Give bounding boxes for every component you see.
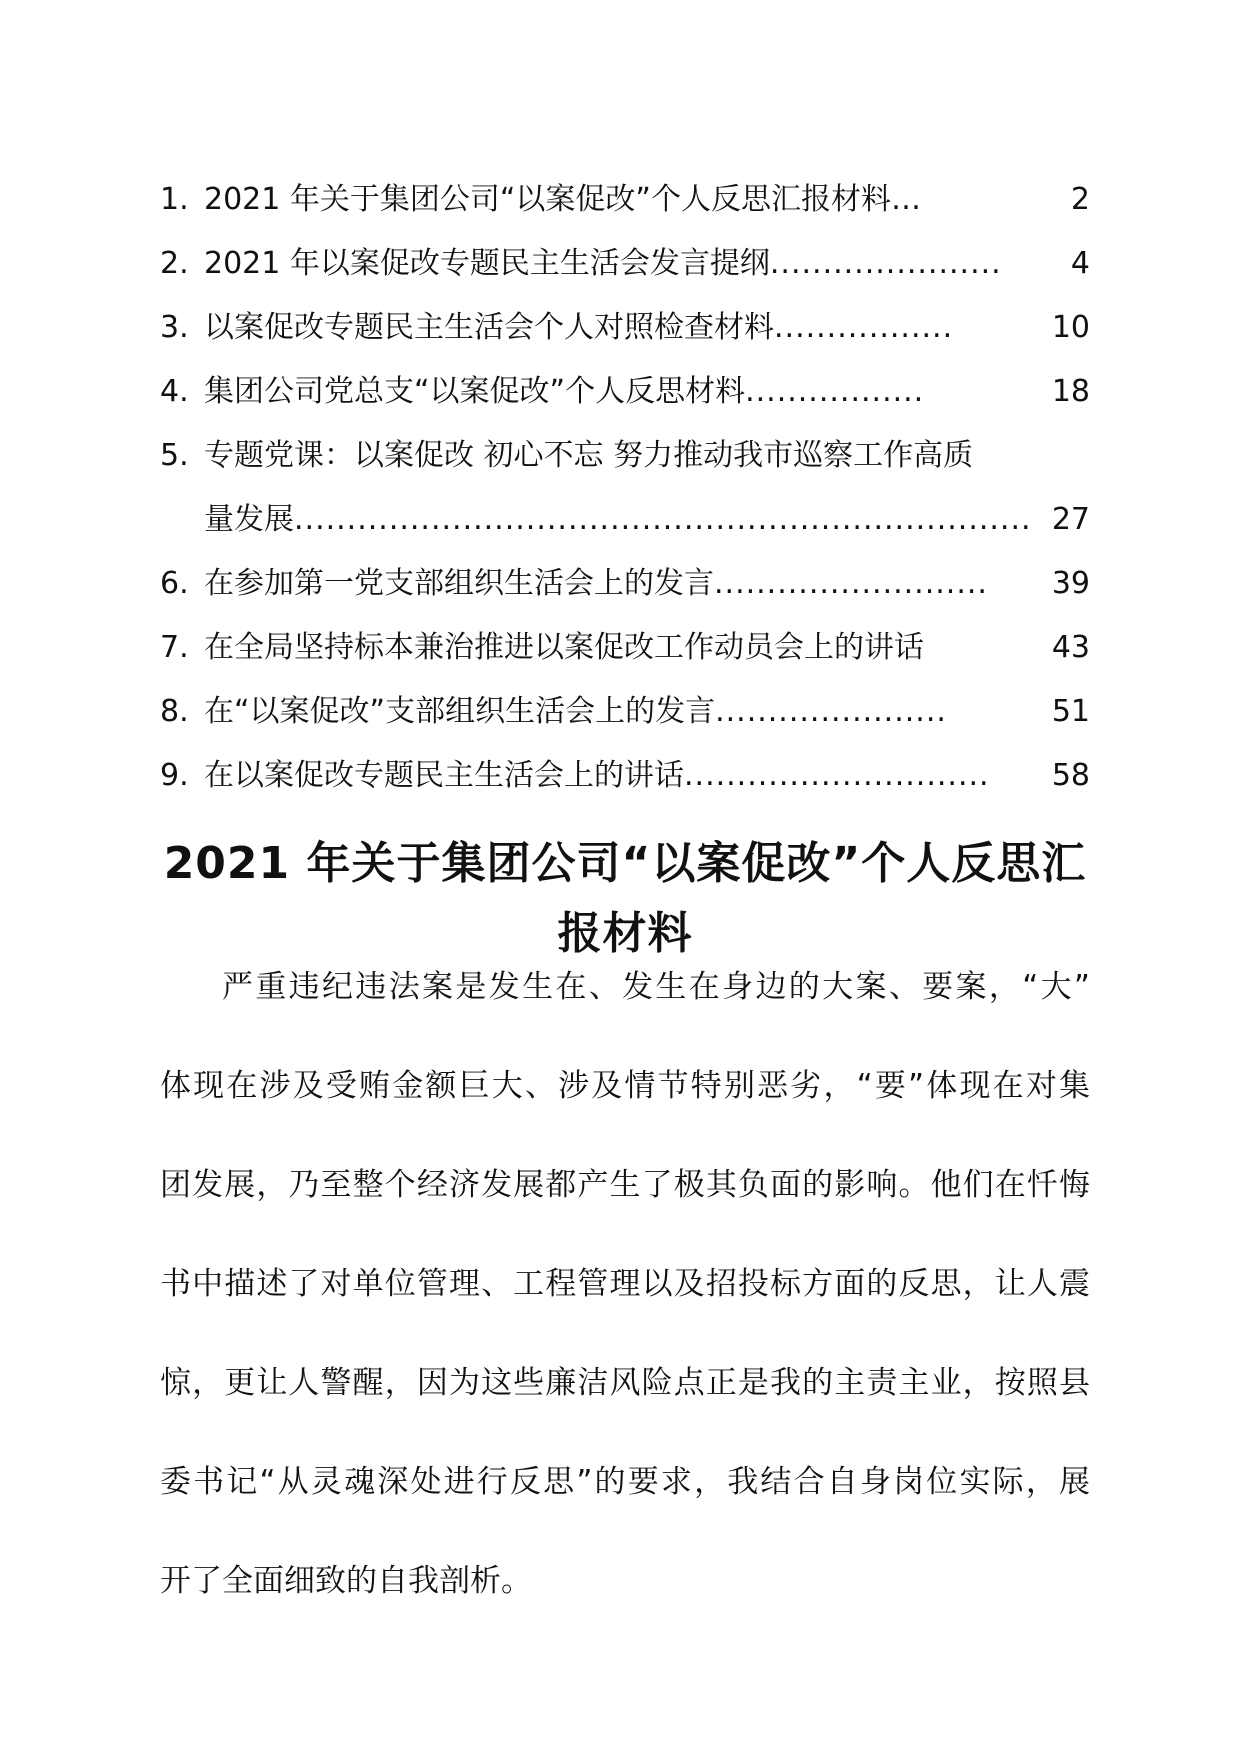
toc-item-page: 58 — [1051, 758, 1090, 793]
toc-item-title: 2021 年关于集团公司“以案促改”个人反思汇报材料 — [204, 182, 891, 217]
toc-item[interactable] — [160, 680, 1090, 744]
toc-item-title: 2021 年以案促改专题民主生活会发言提纲 — [204, 246, 770, 281]
toc-item-title: 在以案促改专题民主生活会上的讲话 — [204, 758, 684, 793]
article-body — [160, 938, 1090, 1631]
toc-item-leader: … — [890, 182, 922, 217]
toc-item-leader: ...................... — [769, 246, 1002, 281]
toc-item[interactable] — [160, 552, 1090, 616]
toc-item-leader: ...................... — [715, 694, 947, 729]
toc-item-page: 18 — [1051, 374, 1090, 409]
toc-item-leader: .......................... — [714, 566, 988, 601]
toc-item-page: 27 — [1051, 502, 1090, 537]
toc-item-title: 量发展 — [204, 502, 294, 537]
article-heading-line1: 2021 年关于集团公司“以案促改”个人反思汇 — [163, 838, 1087, 890]
toc-item-number: 7. — [160, 630, 189, 665]
toc-item-leader: ............................. — [684, 758, 990, 793]
toc-item-number: 5. — [160, 438, 189, 473]
toc-item-number: 9. — [160, 758, 189, 793]
toc-item-title-line1: 专题党课：以案促改 初心不忘 努力推动我市巡察工作高质 — [204, 438, 974, 473]
toc-item-title: 在参加第一党支部组织生活会上的发言 — [204, 566, 714, 601]
toc-item[interactable] — [160, 744, 1090, 808]
toc-item-title: 集团公司党总支“以案促改”个人反思材料 — [204, 374, 746, 409]
toc-item[interactable] — [160, 168, 1090, 232]
article-body-line: 团发展，乃至整个经济发展都产生了极其负面的影响。他们在忏悔 — [160, 1167, 1090, 1203]
article-body-line: 严重违纪违法案是发生在、发生在身边的大案、要案，“大” — [222, 969, 1090, 1005]
toc-item-number: 4. — [160, 374, 189, 409]
toc-item-page: 51 — [1051, 694, 1090, 729]
toc-item[interactable] — [160, 424, 1090, 552]
article-body-line: 委书记“从灵魂深处进行反思”的要求，我结合自身岗位实际，展 — [160, 1464, 1090, 1500]
article-body-line: 体现在涉及受贿金额巨大、涉及情节特别恶劣，“要”体现在对集 — [160, 1068, 1090, 1104]
toc-item[interactable] — [160, 232, 1090, 296]
toc-item-leader: ................. — [774, 310, 954, 345]
table-of-contents — [160, 168, 1090, 808]
toc-item-number: 8. — [160, 694, 189, 729]
toc-item-title: 在全局坚持标本兼治推进以案促改工作动员会上的讲话 — [204, 630, 924, 665]
article-body-line: 开了全面细致的自我剖析。 — [160, 1563, 532, 1599]
toc-item-leader: ................. — [745, 374, 925, 409]
toc-item-page: 43 — [1051, 630, 1090, 665]
article-heading-line2: 报材料 — [557, 908, 693, 960]
toc-item-number: 6. — [160, 566, 189, 601]
toc-item[interactable] — [160, 616, 1090, 680]
toc-item-title: 以案促改专题民主生活会个人对照检查材料 — [204, 310, 774, 345]
toc-item-page: 2 — [1070, 182, 1090, 217]
toc-item[interactable] — [160, 360, 1090, 424]
toc-item-number: 1. — [160, 182, 189, 217]
toc-item-number: 3. — [160, 310, 189, 345]
toc-item-page: 39 — [1051, 566, 1090, 601]
toc-item-title: 在“以案促改”支部组织生活会上的发言 — [204, 694, 716, 729]
article-body-line: 惊，更让人警醒，因为这些廉洁风险点正是我的主责主业，按照县 — [160, 1365, 1090, 1401]
toc-item-page: 10 — [1051, 310, 1090, 345]
article-body-line: 书中描述了对单位管理、工程管理以及招投标方面的反思，让人震 — [160, 1266, 1090, 1302]
toc-item-page: 4 — [1070, 246, 1090, 281]
toc-item-number: 2. — [160, 246, 189, 281]
toc-item-leader: ...................................................................... — [294, 502, 1032, 537]
toc-item[interactable] — [160, 296, 1090, 360]
